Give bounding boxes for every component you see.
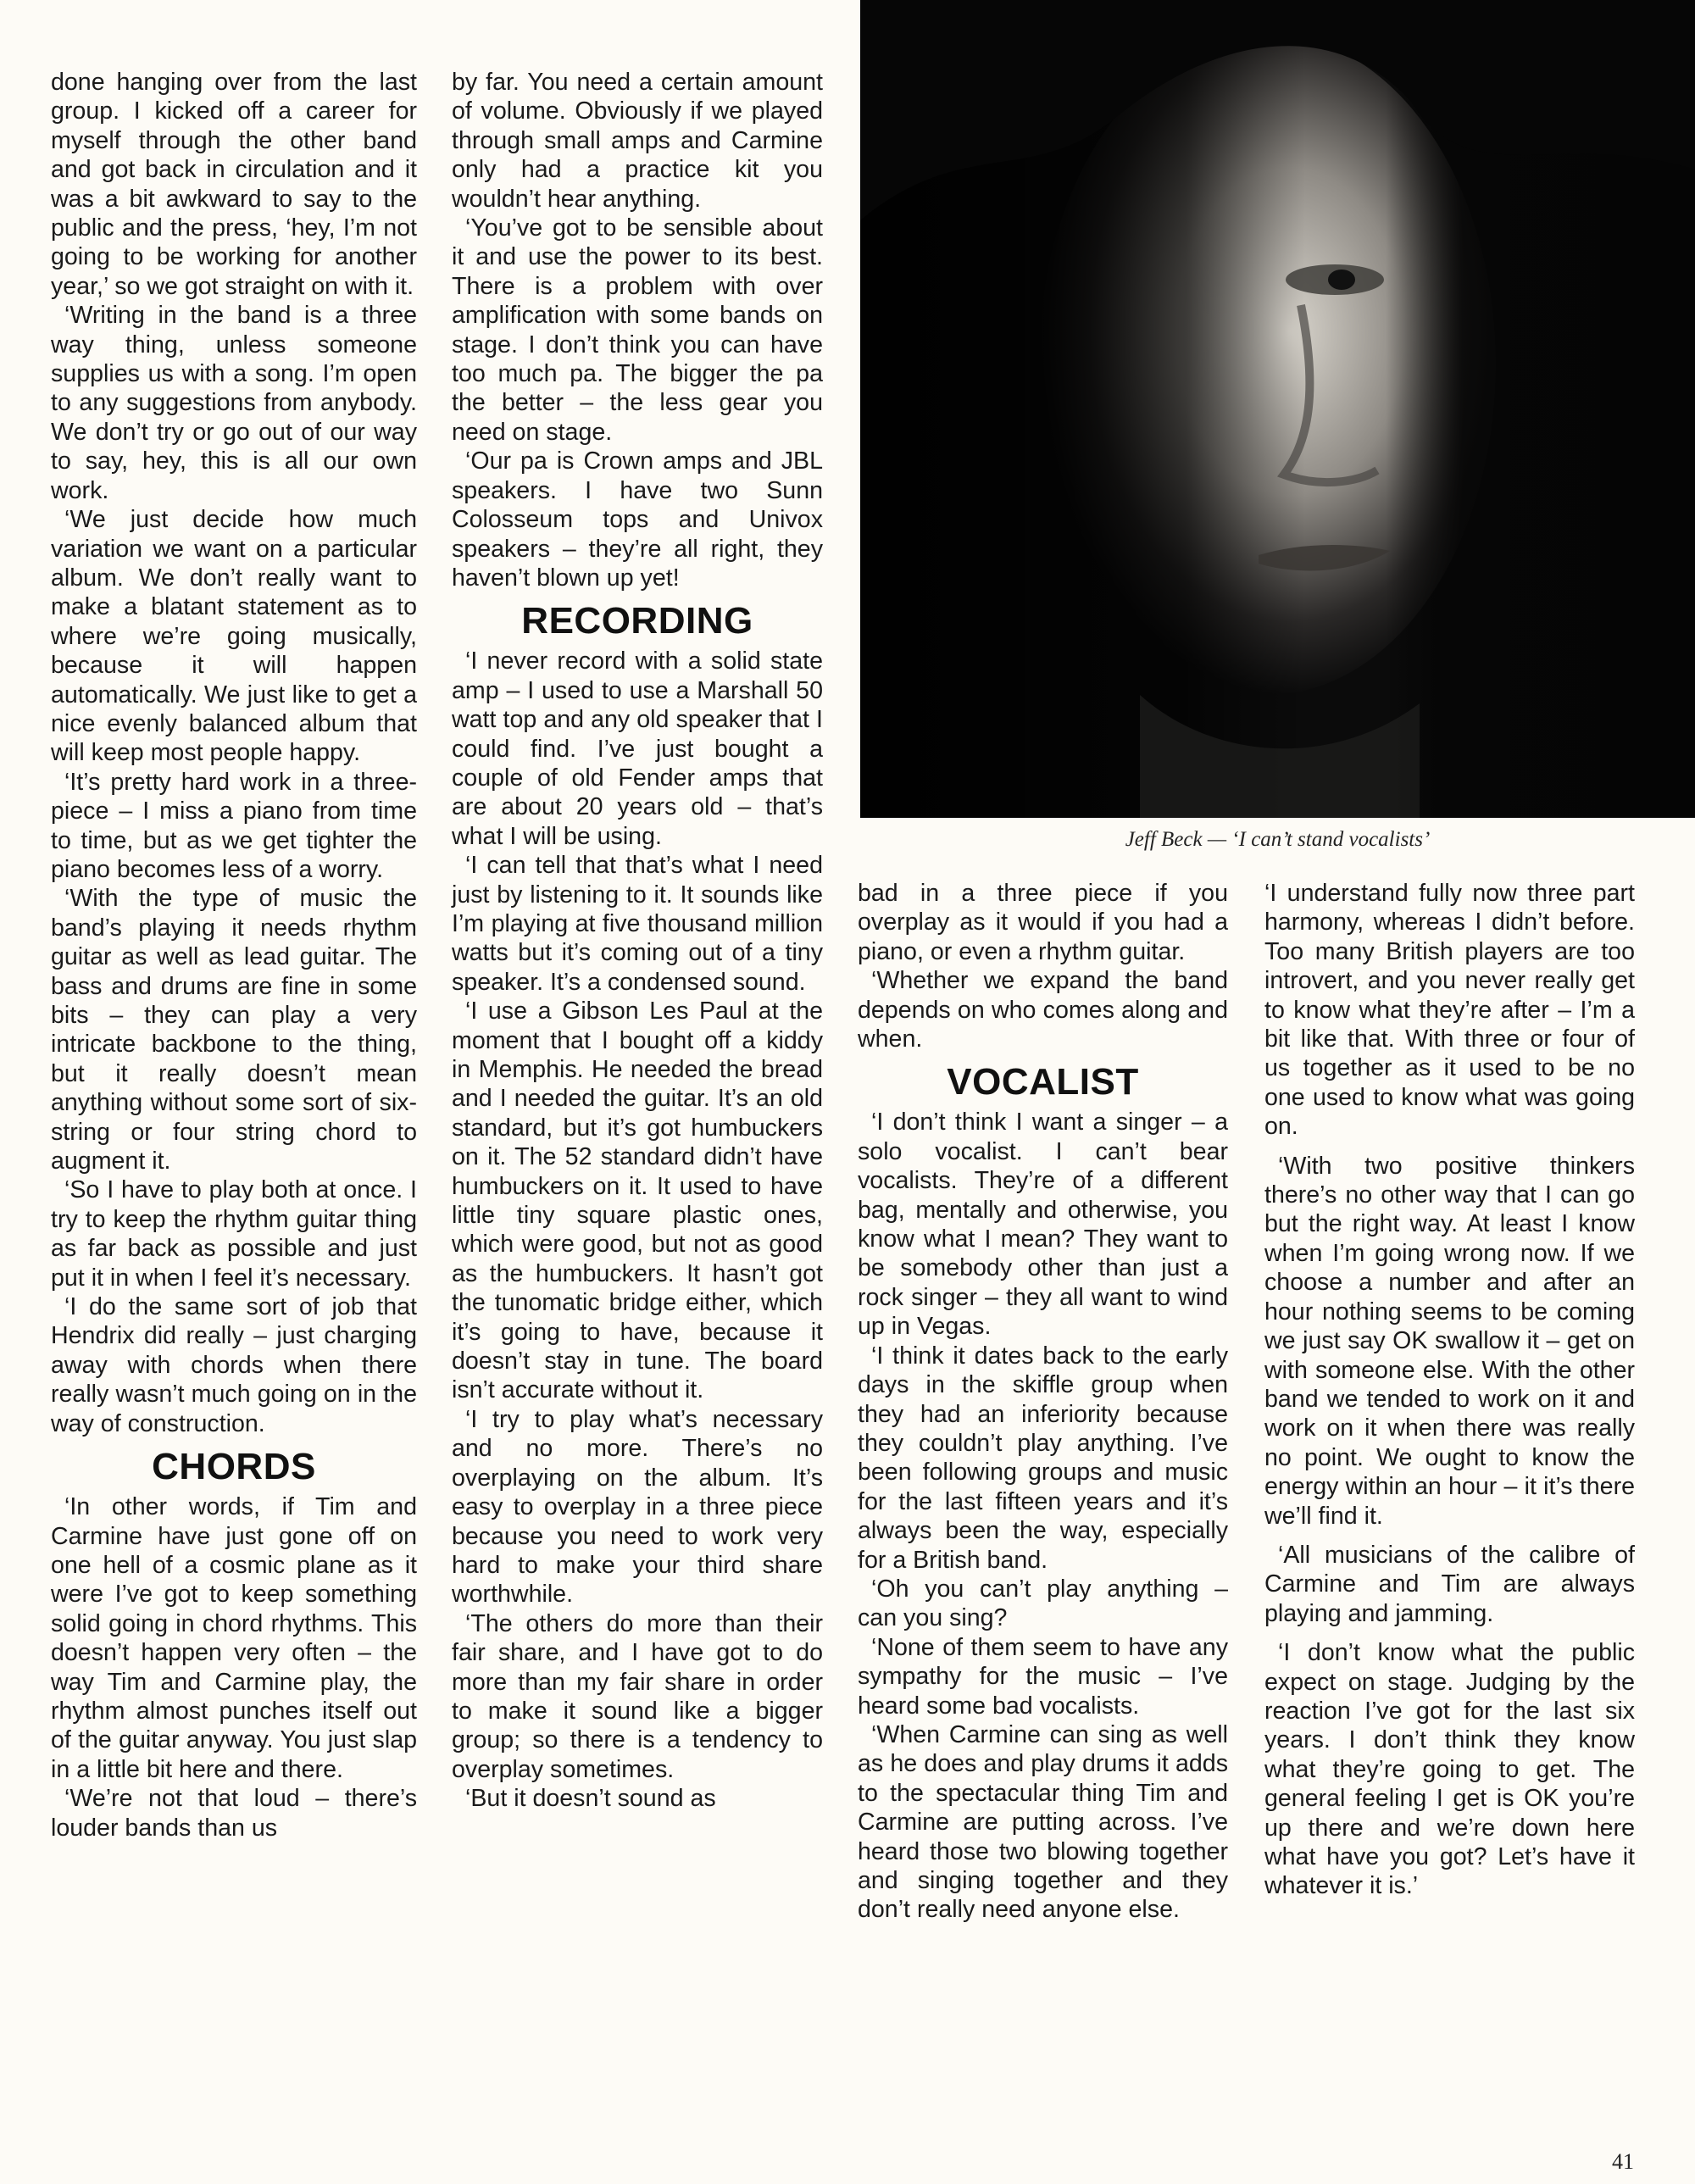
portrait-photo-graphic xyxy=(860,0,1695,818)
paragraph: ‘You’ve got to be sensible about it and use the power to its best. There is a problem with over amplification with some bands on stage. I don’t think you can have too much pa. The bigger the pa the better – the less gear you need on stage. xyxy=(452,214,823,446)
article-column-2 xyxy=(452,68,823,1814)
article-column-4 xyxy=(1264,879,1635,1901)
paragraph: done hanging over from the last group. I kicked off a career for myself through the other band and got back in circulation and it was a bit awkward to say to the public and the press, ‘hey, I’m not going to be working for another year,’ so we got straight on with it. xyxy=(51,69,417,300)
portrait-photo xyxy=(860,0,1695,818)
paragraph: ‘Writing in the band is a three way thing, unless someone supplies us with a song. I’m open to any suggestions from anybody. We don’t try or go out of our way to say, hey, this is all our own work. xyxy=(51,302,417,504)
paragraph: ‘With two positive thinkers there’s no other way that I can go but the right way. At least I know when I’m going wrong now. If we choose a number and after an hour nothing seems to be coming we just say OK swallow it – get on with someone else. With the other band we tended to work on it and work on it when there was really no point. We ought to know the energy within an hour – it it’s there we’ll find it. xyxy=(1264,1152,1635,1530)
article-column-3 xyxy=(858,879,1228,1925)
paragraph: ‘I don’t think I want a singer – a solo vocalist. I can’t bear vocalists. They’re of a different bag, mentally and otherwise, you know what I mean? They want to be somebody other than just a rock singer – they all want to wind up in Vegas. xyxy=(858,1109,1228,1341)
paragraph: ‘I never record with a solid state amp – I used to use a Marshall 50 watt top and any old speaker that I could find. I’ve just bought a couple of old Fender amps that are about 20 years old – that’s what I will be using. xyxy=(452,647,823,850)
page-number: 41 xyxy=(1612,2149,1634,2174)
paragraph: ‘So I have to play both at once. I try to keep the rhythm guitar thing as far back as possible and just put it in when I feel it’s necessary. xyxy=(51,1176,417,1292)
paragraph: ‘With the type of music the band’s playing it needs rhythm guitar as well as lead guitar. The bass and drums are fine in some bits – they can play a very intricate backbone to the thing, but it really doesn’t mean anything without some sort of six-string or four string chord to augment it. xyxy=(51,885,417,1175)
paragraph: ‘Our pa is Crown amps and JBL speakers. I have two Sunn Colosseum tops and Univox speakers – they’re all right, they haven’t blown up yet! xyxy=(452,447,823,592)
paragraph: ‘Oh you can’t play anything – can you sing? xyxy=(858,1575,1228,1632)
paragraph: ‘I try to play what’s necessary and no more. There’s no overplaying on the album. It’s easy to overplay in a three piece because you need to work very hard to make your third share worthwhile. xyxy=(452,1405,823,1609)
paragraph: ‘In other words, if Tim and Carmine have just gone off on one hell of a cosmic plane as it were I’ve got to keep something solid going in chord rhythms. This doesn’t happen very often – the way Tim and Carmine play, the rhythm almost punches itself out of the guitar anyway. You just slap in a little bit here and there. xyxy=(51,1493,417,1783)
section-heading-vocalist: VOCALIST xyxy=(947,1061,1139,1103)
paragraph: ‘I do the same sort of job that Hendrix did really – just charging away with chords when there really wasn’t much going on in the way of construction. xyxy=(51,1293,417,1437)
paragraph: ‘But it doesn’t sound as xyxy=(465,1785,716,1813)
paragraph: ‘None of them seem to have any sympathy for the music – I’ve heard some bad vocalists. xyxy=(858,1633,1228,1720)
section-heading-recording: RECORDING xyxy=(521,600,753,642)
paragraph: ‘I can tell that that’s what I need just by listening to it. It sounds like I’m playing at five thousand million watts but it’s coming out of a tiny speaker. It’s a condensed sound. xyxy=(452,852,823,996)
article-column-1 xyxy=(51,68,417,1842)
paragraph: ‘Whether we expand the band depends on who comes along and when. xyxy=(858,967,1228,1053)
paragraph: ‘We’re not that loud – there’s louder bands than us xyxy=(51,1785,417,1842)
section-heading-chords: CHORDS xyxy=(152,1446,316,1488)
paragraph: ‘We just decide how much variation we want on a particular album. We don’t really want to make a blatant statement as to where we’re going musically, because it will happen automatically. We just like to get a nice evenly balanced album that will keep most people happy. xyxy=(51,506,417,767)
paragraph: ‘I think it dates back to the early days in the skiffle group when they had an inferiority because they couldn’t play anything. I’ve been following groups and music for the last fifteen years and it’s always been the way, especially for a British band. xyxy=(858,1342,1228,1574)
paragraph: by far. You need a certain amount of volume. Obviously if we played through small amps and Carmine only had a practice kit you wouldn’t hear anything. xyxy=(452,69,823,213)
paragraph: ‘I use a Gibson Les Paul at the moment that I bought off a kiddy in Memphis. He needed the bread and I needed the guitar. It’s an old standard, but it’s got humbuckers on it. The 52 standard didn’t have humbuckers on it. It used to have little tiny square plastic ones, which were good, but not as good as the humbuckers. It hasn’t got the tunomatic bridge either, which it’s going to have, because it doesn’t stay in tune. The board isn’t accurate without it. xyxy=(452,998,823,1404)
photo-caption: Jeff Beck — ‘I can’t stand vocalists’ xyxy=(1125,828,1431,851)
paragraph: ‘It’s pretty hard work in a three-piece – I miss a piano from time to time, but as we get tighter the piano becomes less of a worry. xyxy=(51,768,417,883)
paragraph: ‘I don’t know what the public expect on stage. Judging by the reaction I’ve got for the last six years. I don’t think they know what they’re going to get. The general feeling I get is OK you’re up there and we’re down here what have you got? Let’s have it whatever it is.’ xyxy=(1264,1639,1635,1900)
paragraph: ‘I understand fully now three part harmony, whereas I didn’t before. Too many British players are too introvert, and you never really get to know what they’re after – I’m a bit like that. With three or four of us together as it used to be no one used to know what was going on. xyxy=(1264,880,1635,1141)
paragraph: bad in a three piece if you overplay as it would if you had a piano, or even a rhythm guitar. xyxy=(858,880,1228,965)
paragraph: ‘All musicians of the calibre of Carmine and Tim are always playing and jamming. xyxy=(1264,1541,1635,1627)
paragraph: ‘The others do more than their fair share, and I have got to do more than my fair share in order to make it sound like a bigger group; so there is a tendency to overplay sometimes. xyxy=(452,1609,823,1783)
paragraph: ‘When Carmine can sing as well as he does and play drums it adds to the spectacular thing Tim and Carmine are putting across. I’ve heard those two blowing together and singing together and they don’t really need anyone else. xyxy=(858,1720,1228,1924)
